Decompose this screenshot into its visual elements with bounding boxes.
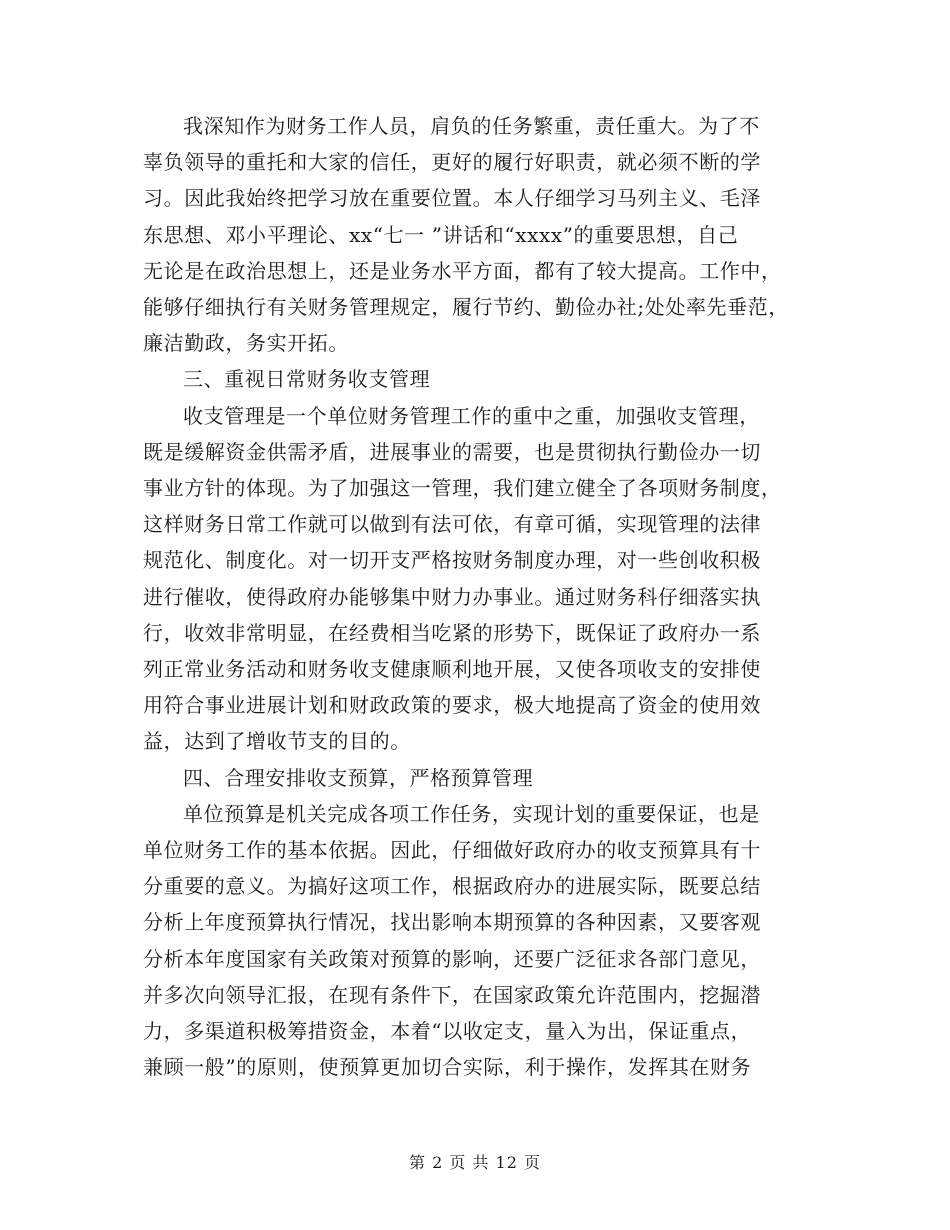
text-line: 规范化、制度化。对一切开支严格按财务制度办理，对一些创收积极 [143, 548, 761, 573]
paragraph-income-expense [143, 398, 823, 760]
document-body [143, 108, 823, 1085]
text-line: 行，收效非常明显，在经费相当吃紧的形势下，既保证了政府办一系 [143, 620, 761, 645]
text-line: 并多次向领导汇报，在现有条件下，在国家政策允许范围内，挖掘潜 [143, 982, 761, 1007]
text-line: 能够仔细执行有关财务管理规定，履行节约、勤俭办社;处处率先垂范， [143, 295, 789, 320]
paragraph-study [143, 108, 823, 361]
text-line: 单位预算是机关完成各项工作任务，实现计划的重要保证，也是 [183, 801, 760, 826]
text-line: 习。因此我始终把学习放在重要位置。本人仔细学习马列主义、毛泽 [143, 186, 761, 211]
text-line: 无论是在政治思想上，还是业务水平方面，都有了较大提高。工作中， [143, 258, 782, 283]
section-heading-3 [143, 361, 823, 397]
text-line: 分析本年度国家有关政策对预算的影响，还要广泛征求各部门意见， [143, 946, 761, 971]
text-line: 益，达到了增收节支的目的。 [143, 729, 411, 754]
text-line: 廉洁勤政，务实开拓。 [143, 331, 349, 356]
text-line: 这样财务日常工作就可以做到有法可依，有章可循，实现管理的法律 [143, 512, 761, 537]
text-line: 列正常业务活动和财务收支健康顺利地开展，又使各项收支的安排使 [143, 657, 761, 682]
text-line: 进行催收，使得政府办能够集中财力办事业。通过财务科仔细落实执 [143, 584, 761, 609]
text-line: 收支管理是一个单位财务管理工作的重中之重，加强收支管理， [183, 403, 760, 428]
text-line: 兼顾一般”的原则，使预算更加切合实际，利于操作，发挥其在财务 [143, 1055, 752, 1080]
text-line: 力，多渠道积极筹措资金，本着“以收定支，量入为出，保证重点， [143, 1019, 752, 1044]
section-heading-4 [143, 760, 823, 796]
heading-text: 四、合理安排收支预算，严格预算管理 [183, 765, 534, 790]
text-line: 东思想、邓小平理论、xx“七一 ”讲话和“xxxx”的重要思想，自己 [143, 222, 739, 247]
text-line: 用符合事业进展计划和财政政策的要求，极大地提高了资金的使用效 [143, 693, 761, 718]
paragraph-budget [143, 796, 823, 1086]
text-line: 分析上年度预算执行情况，找出影响本期预算的各种因素，又要客观 [143, 910, 761, 935]
text-line: 事业方针的体现。为了加强这一管理，我们建立健全了各项财务制度， [143, 476, 782, 501]
text-line: 辜负领导的重托和大家的信任，更好的履行好职责，就必须不断的学 [143, 150, 761, 175]
text-line: 既是缓解资金供需矛盾，进展事业的需要，也是贯彻执行勤俭办一切 [143, 439, 761, 464]
text-line: 我深知作为财务工作人员，肩负的任务繁重，责任重大。为了不 [183, 114, 760, 138]
text-line: 单位财务工作的基本依据。因此，仔细做好政府办的收支预算具有十 [143, 838, 761, 863]
text-line: 分重要的意义。为搞好这项工作，根据政府办的进展实际，既要总结 [143, 874, 761, 899]
heading-text: 三、重视日常财务收支管理 [183, 367, 431, 392]
page-number-footer: 第 2 页 共 12 页 [409, 1153, 541, 1172]
